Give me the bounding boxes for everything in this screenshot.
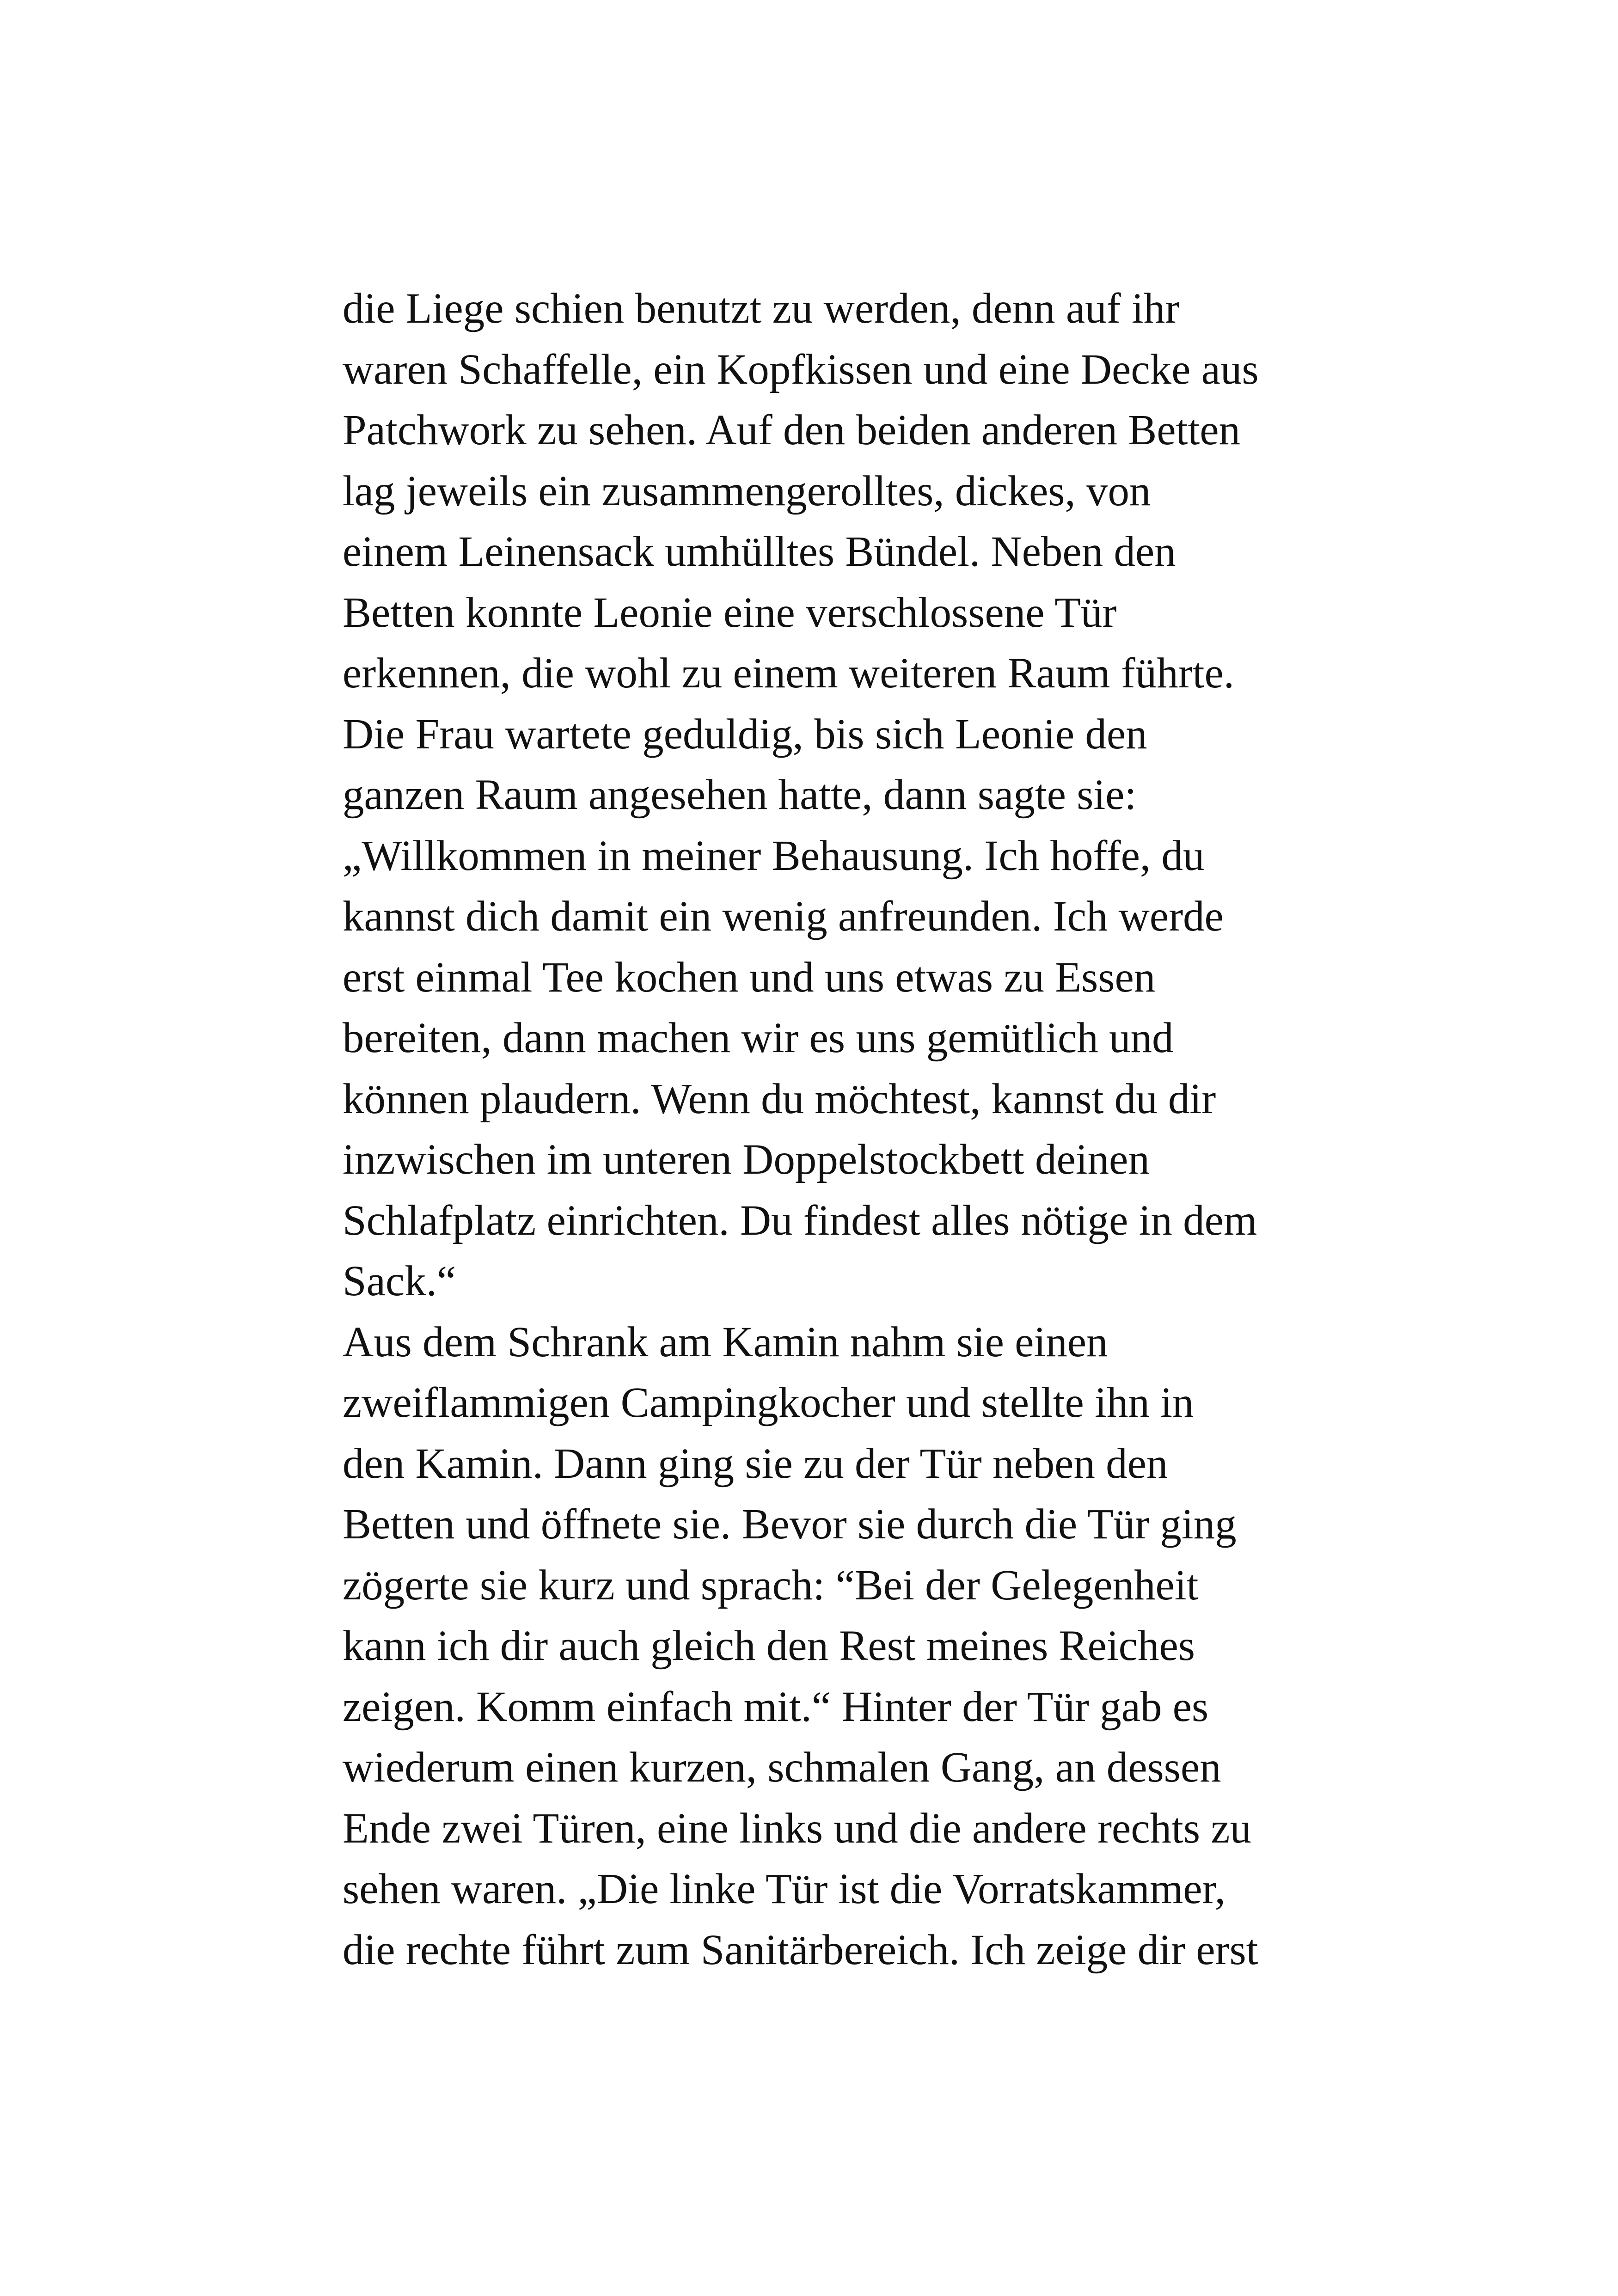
text-line-7: erkennen, die wohl zu einem weiteren Raum führte. <box>343 649 1235 697</box>
text-line-1: die Liege schien benutzt zu werden, denn auf ihr <box>343 285 1180 332</box>
text-line-18: Aus dem Schrank am Kamin nahm sie einen <box>343 1318 1108 1366</box>
text-line-9: ganzen Raum angesehen hatte, dann sagte sie: <box>343 771 1137 819</box>
text-line-14: können plaudern. Wenn du möchtest, kannst du dir <box>343 1075 1216 1123</box>
text-line-5: einem Leinensack umhülltes Bündel. Neben den <box>343 528 1176 576</box>
text-line-20: den Kamin. Dann ging sie zu der Tür neben den <box>343 1439 1168 1488</box>
text-line-8: Die Frau wartete geduldig, bis sich Leonie den <box>343 710 1147 758</box>
text-line-24: zeigen. Komm einfach mit.“ Hinter der Tür gab es <box>343 1683 1209 1731</box>
text-line-12: erst einmal Tee kochen und uns etwas zu Essen <box>343 953 1156 1001</box>
text-line-13: bereiten, dann machen wir es uns gemütlich und <box>343 1014 1174 1062</box>
text-line-11: kannst dich damit ein wenig anfreunden. Ich werde <box>343 893 1224 940</box>
text-line-26: Ende zwei Türen, eine links und die andere rechts zu <box>343 1804 1252 1852</box>
text-line-21: Betten und öffnete sie. Bevor sie durch die Tür ging <box>343 1500 1237 1548</box>
body-text <box>343 278 1360 1980</box>
text-line-28: die rechte führt zum Sanitärbereich. Ich zeige dir erst <box>343 1926 1258 1974</box>
text-line-19: zweiflammigen Campingkocher und stellte ihn in <box>343 1379 1194 1427</box>
text-line-22: zögerte sie kurz und sprach: “Bei der Gelegenheit <box>343 1561 1199 1609</box>
text-line-16: Schlafplatz einrichten. Du findest alles nötige in dem <box>343 1196 1257 1244</box>
text-line-3: Patchwork zu sehen. Auf den beiden anderen Betten <box>343 406 1241 454</box>
text-line-27: sehen waren. „Die linke Tür ist die Vorratskammer, <box>343 1865 1226 1913</box>
text-line-4: lag jeweils ein zusammengerolltes, dickes, von <box>343 467 1151 515</box>
text-line-23: kann ich dir auch gleich den Rest meines Reiches <box>343 1622 1195 1670</box>
text-line-15: inzwischen im unteren Doppelstockbett deinen <box>343 1136 1150 1183</box>
text-line-6: Betten konnte Leonie eine verschlossene Tür <box>343 588 1117 637</box>
text-line-2: waren Schaffelle, ein Kopfkissen und eine Decke aus <box>343 345 1259 393</box>
text-line-17: Sack.“ <box>343 1257 456 1305</box>
text-line-25: wiederum einen kurzen, schmalen Gang, an dessen <box>343 1744 1221 1791</box>
text-line-10: „Willkommen in meiner Behausung. Ich hoffe, du <box>343 832 1205 880</box>
